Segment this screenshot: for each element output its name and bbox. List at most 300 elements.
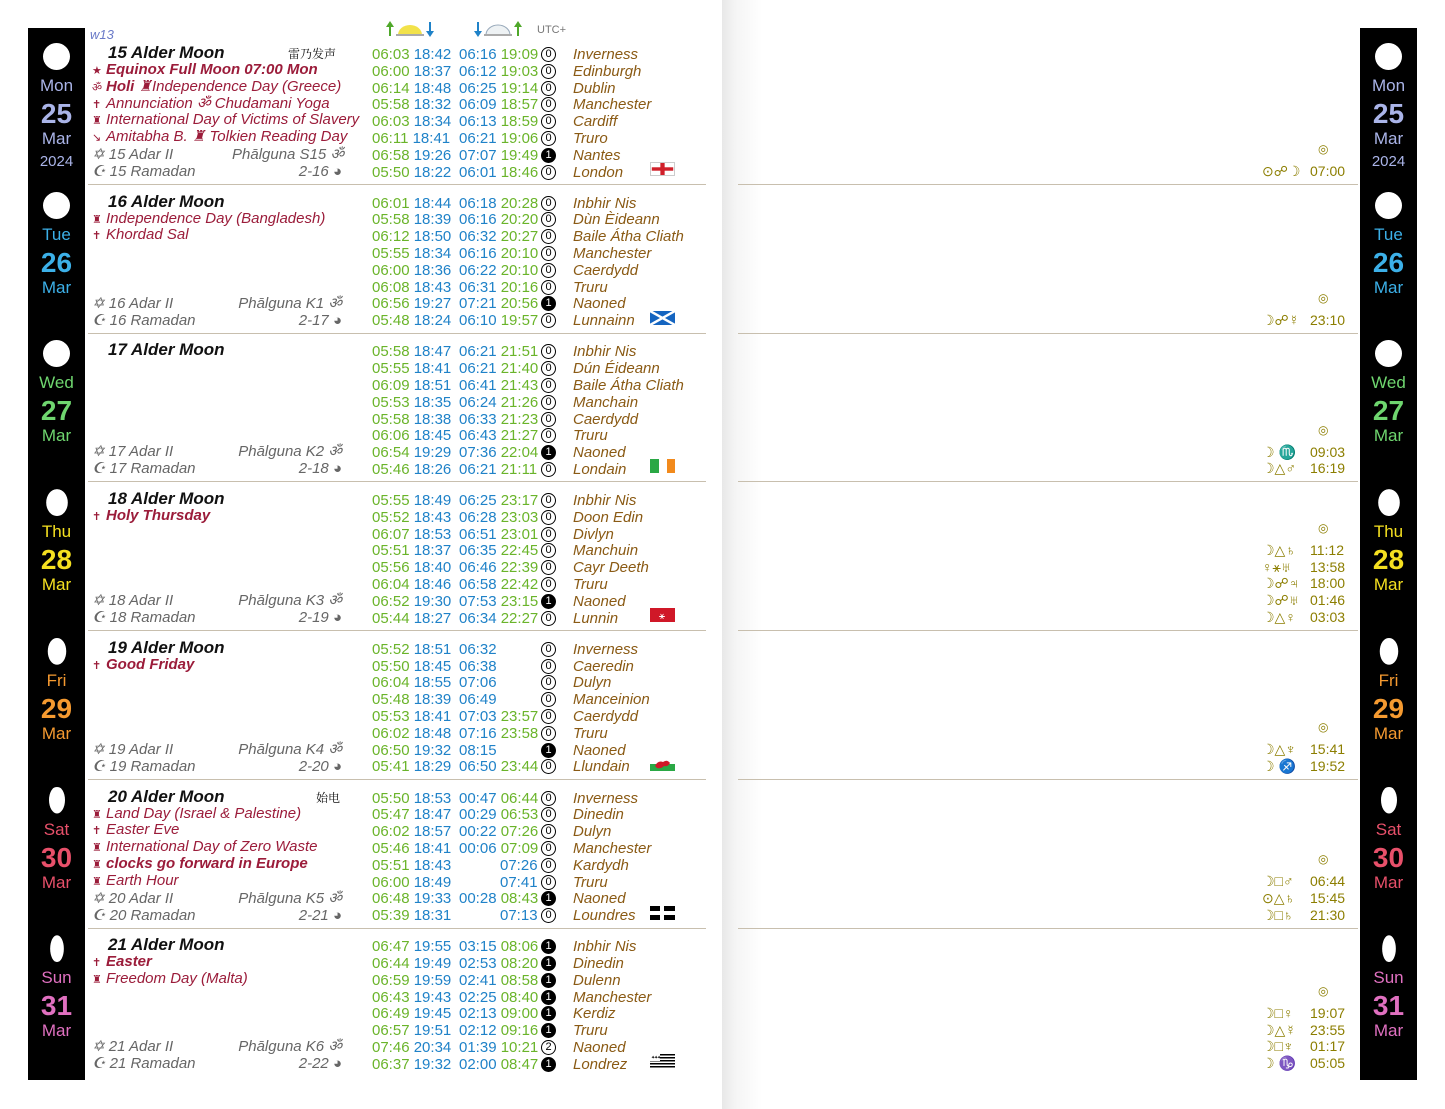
event-text: Easter: [106, 953, 152, 971]
sun-times: [372, 1039, 451, 1056]
event-text: Holi: [106, 77, 139, 95]
moonrise-moonset-header-icon: [472, 21, 524, 37]
sun-times: [372, 130, 450, 147]
city-name: Naoned: [573, 1038, 626, 1056]
utc-offset-badge: 0: [541, 659, 556, 674]
city-name: Caerdydd: [573, 707, 639, 725]
sunrise-time: 05:53: [372, 707, 414, 725]
event-text: clocks go forward in Europe: [106, 854, 308, 872]
utc-offset-badge: 0: [541, 378, 556, 393]
day-separator: [738, 630, 1358, 631]
sun-times: [372, 195, 451, 212]
aspect-symbols: ☽△♂: [1262, 460, 1296, 477]
sun-times: [372, 890, 451, 907]
city-name: Truro: [573, 130, 608, 147]
aspect-time: 06:44: [1310, 872, 1346, 889]
city-name: Caerdydd: [573, 410, 639, 428]
event-item: [92, 95, 330, 112]
sunrise-time: 05:46: [372, 839, 414, 857]
utc-offset-badge: 0: [541, 675, 556, 690]
aspect-symbols: ☽☍♃: [1262, 575, 1300, 592]
moon-times: [459, 955, 538, 972]
sunrise-time: 05:47: [372, 806, 414, 824]
event-item: [92, 61, 318, 78]
hindu-date: Phālguna S15 ॐ: [232, 146, 345, 163]
city-name: Inverness: [573, 46, 639, 63]
sunrise-time: 05:51: [372, 856, 414, 874]
moonrise-time: 06:09: [459, 96, 501, 114]
day-title: 15 Alder Moon: [108, 43, 225, 62]
sun-times: [372, 394, 451, 411]
sunrise-time: 06:09: [372, 376, 414, 394]
moon-time: 07:06: [459, 674, 497, 692]
utc-offset-badge: 0: [541, 131, 556, 146]
moon-times: [459, 164, 538, 181]
city-name: Edinburgh: [573, 62, 642, 80]
moon-times: [459, 343, 538, 360]
moon-times: [459, 823, 538, 840]
moon-times: [459, 989, 538, 1006]
moon-times: [459, 806, 538, 823]
event-icon: ✝: [92, 825, 102, 838]
utc-offset-badge: 1: [541, 594, 556, 609]
sunrise-time: 05:48: [372, 312, 414, 330]
aspect-symbols: ☽ ♏: [1262, 443, 1296, 460]
sun-times: [372, 377, 451, 394]
day-separator: [88, 779, 706, 780]
moonrise-time: 02:12: [459, 1022, 501, 1040]
moon-times: [459, 80, 538, 97]
moonset-time: 22:27: [500, 609, 539, 627]
sunset-time: 20:34: [413, 1038, 452, 1056]
city-name: Inbhir Nis: [573, 343, 637, 361]
brittany-flag-icon: [650, 1054, 675, 1068]
sunrise-time: 05:55: [372, 492, 414, 510]
moon-times: [459, 641, 497, 658]
aspect-symbols: ☽□♀: [1262, 1004, 1294, 1021]
event-icon: ♜: [92, 213, 102, 226]
day-separator: [738, 928, 1358, 929]
moonset-time: 21:11: [500, 460, 538, 478]
city-name: Manchain: [573, 393, 639, 411]
utc-offset-badge: 0: [541, 908, 556, 923]
city-name: Truru: [573, 427, 608, 445]
sunset-time: 18:49: [413, 873, 452, 891]
moon-times: [459, 377, 538, 394]
moon-phase-icon: [1378, 638, 1400, 665]
event-item: [92, 210, 325, 227]
solar-term: 始电: [316, 790, 341, 805]
event-icon: ✝: [92, 230, 102, 243]
moon-phase-icon: [1377, 489, 1401, 516]
sunset-time: 18:42: [413, 46, 452, 63]
moonset-time: 23:58: [500, 724, 539, 742]
moonrise-time: 06:13: [459, 113, 501, 131]
moonset-time: 18:59: [500, 113, 539, 131]
sunset-time: 19:32: [413, 741, 452, 759]
utc-offset-badge: 0: [541, 428, 556, 443]
sun-times: [372, 955, 451, 972]
moon-times: [459, 972, 538, 989]
month-name: Mar: [1373, 1021, 1404, 1041]
svg-text:✦: ✦: [654, 1055, 659, 1062]
city-name: Naoned: [573, 741, 626, 759]
day-tab-wed[interactable]: [1360, 325, 1417, 473]
moon-times: [459, 907, 538, 924]
moonset-time: 23:01: [500, 525, 539, 543]
utc-offset-badge: 0: [541, 462, 556, 477]
moonrise-time: 06:21: [459, 130, 501, 147]
moonrise-time: 06:16: [459, 46, 501, 63]
moonrise-time: 07:16: [459, 724, 501, 742]
moonset-time: 19:06: [500, 130, 539, 147]
moon-times: [459, 228, 538, 245]
islamic-month-day: 2-22 ◕: [298, 1055, 342, 1073]
year: 2024: [1371, 153, 1406, 170]
sunrise-time: 06:00: [372, 62, 414, 80]
sunset-time: 18:39: [413, 211, 452, 229]
moon-phase-icon: [1375, 340, 1402, 367]
utc-offset-badge: 0: [541, 791, 556, 806]
sunrise-time: 05:55: [372, 360, 414, 378]
moonset-time: 19:57: [500, 312, 539, 330]
moonrise-time: 06:28: [459, 508, 501, 526]
day-title: 20 Alder Moon: [108, 786, 225, 806]
event-text: Equinox Full Moon 07:00 Mon: [106, 61, 318, 78]
svg-text:⚹: ⚹: [659, 611, 665, 623]
moonset-time: 19:09: [500, 46, 539, 63]
sunset-time: 18:48: [413, 724, 452, 742]
day-separator: [738, 184, 1358, 185]
moonrise-time: 02:13: [459, 1005, 501, 1023]
city-name: Truru: [573, 724, 608, 742]
aspect-symbols: ☽☍☿: [1262, 311, 1300, 328]
city-name: Divlyn: [573, 525, 614, 543]
day-name: Sun: [41, 968, 72, 988]
moonset-time: 21:43: [500, 376, 539, 394]
event-text: International Day of Zero Waste: [106, 838, 318, 856]
event-item: [92, 821, 179, 838]
sunset-time: 18:53: [413, 789, 452, 807]
moonset-time: 08:20: [500, 954, 539, 972]
day-block-fri: [0, 633, 1346, 781]
utc-offset-badge: 0: [541, 577, 556, 592]
day-name: Thu: [41, 522, 72, 542]
sunrise-time: 06:00: [372, 873, 414, 891]
month-name: Mar: [1373, 575, 1404, 595]
moonrise-time: 00:22: [459, 823, 501, 841]
year: 2024: [39, 153, 74, 170]
aspect-time: 05:05: [1310, 1055, 1346, 1072]
sunset-time: 18:35: [413, 393, 452, 411]
moonset-time: 07:26: [500, 823, 539, 841]
isleofman-flag-icon: [650, 608, 675, 622]
moonset-time: 22:04: [500, 444, 539, 462]
moon-times: [459, 1022, 538, 1039]
solar-term: 雷乃发声: [288, 47, 337, 61]
month-name: Mar: [41, 426, 72, 446]
moonrise-time: 07:36: [459, 444, 501, 462]
sun-times: [372, 228, 451, 245]
sunrise-sunset-header-icon: [384, 21, 436, 37]
day-name: Tue: [1374, 224, 1403, 244]
city-name: Manchuin: [573, 542, 639, 560]
sunrise-time: 06:59: [372, 971, 414, 989]
moon-times: [459, 147, 538, 164]
aspect-symbols: ☽△♀: [1262, 609, 1296, 626]
aspect-symbols: ♀⚹♅: [1262, 558, 1292, 575]
utc-offset-badge: 0: [541, 97, 556, 112]
city-name: Inverness: [573, 640, 639, 658]
utc-header: UTC+: [537, 24, 567, 36]
day-title: 19 Alder Moon: [108, 637, 225, 657]
moonset-time: 09:16: [500, 1022, 539, 1040]
moon-times: [459, 211, 538, 228]
utc-offset-badge: 0: [541, 824, 556, 839]
aspect-time: 21:30: [1310, 906, 1346, 923]
moon-times: [459, 96, 538, 113]
aspect-marker-icon: ◎: [1318, 422, 1329, 437]
day-tab-mon[interactable]: [1360, 28, 1417, 176]
sunset-time: 18:31: [413, 907, 452, 925]
sunrise-time: 05:58: [372, 96, 414, 114]
event-icon: ♜: [92, 808, 102, 821]
sunset-time: 18:22: [413, 163, 452, 181]
sunrise-time: 07:46: [372, 1038, 414, 1056]
sunrise-time: 05:46: [372, 460, 414, 478]
moon-times: [459, 674, 497, 691]
moonrise-time: 07:07: [459, 146, 501, 164]
aspect-time: 18:00: [1310, 575, 1346, 592]
sunset-time: 18:36: [413, 261, 452, 279]
sunset-time: 19:43: [413, 988, 452, 1006]
islamic-month-day: 2-19 ◕: [298, 609, 342, 627]
moon-times: [459, 360, 538, 377]
month-name: Mar: [1373, 872, 1404, 892]
moonrise-time: 00:06: [459, 839, 501, 857]
sunset-time: 19:32: [413, 1055, 452, 1073]
aspect-time: 11:12: [1310, 541, 1344, 558]
moonrise-time: 06:43: [459, 427, 501, 445]
hindu-date: Phālguna K5 ॐ: [238, 889, 342, 907]
moon-times: [459, 725, 538, 742]
moonset-time: 23:03: [500, 508, 539, 526]
day-title: 17 Alder Moon: [108, 340, 225, 360]
utc-offset-badge: 0: [541, 165, 556, 180]
sunrise-time: 06:01: [372, 194, 414, 212]
sunrise-time: 06:43: [372, 988, 414, 1006]
aspect-marker-icon: ◎: [1318, 520, 1329, 535]
moonrise-time: 07:53: [459, 592, 501, 610]
sunrise-time: 05:56: [372, 559, 414, 577]
sunset-time: 18:34: [413, 245, 452, 263]
hindu-date: Phālguna K2 ॐ: [238, 443, 342, 461]
city-name: Manchester: [573, 988, 652, 1006]
sun-times: [372, 610, 451, 627]
sun-times: [372, 823, 451, 840]
sun-times: [372, 691, 451, 708]
moon-times: [459, 790, 538, 807]
day-tab-tue[interactable]: [1360, 177, 1417, 325]
city-name: Dùn Èideann: [573, 211, 660, 229]
aspect-marker-icon: ◎: [1318, 719, 1329, 734]
city-name: Dublin: [573, 79, 616, 97]
event-icon: ✝: [92, 511, 102, 524]
sunrise-time: 05:50: [372, 789, 414, 807]
moonrise-time: 06:21: [459, 360, 501, 378]
sunset-time: 19:29: [413, 444, 452, 462]
sunset-time: 18:41: [413, 360, 452, 378]
city-name: Dinedin: [573, 954, 624, 972]
sunset-time: 18:27: [413, 609, 452, 627]
moon-times: [459, 46, 538, 63]
moon-times: [459, 1056, 538, 1073]
moonset-time: 23:57: [500, 707, 539, 725]
england-flag-icon: [650, 162, 675, 176]
moonrise-time: 02:41: [459, 971, 501, 989]
sunset-time: 19:49: [413, 954, 452, 972]
city-name: Inbhir Nis: [573, 492, 637, 510]
moon-times: [459, 394, 538, 411]
sunrise-time: 06:47: [372, 938, 414, 956]
day-tab-sun[interactable]: [1360, 920, 1417, 1068]
sunset-time: 18:43: [413, 278, 452, 296]
city-name: Dulyn: [573, 674, 612, 692]
sunrise-time: 06:48: [372, 890, 414, 908]
event-item: [92, 507, 210, 524]
moonrise-time: 06:31: [459, 278, 501, 296]
moonset-time: 20:56: [500, 295, 539, 313]
sunrise-time: 05:41: [372, 758, 414, 776]
moonset-time: 20:10: [500, 261, 539, 279]
sunset-time: 18:50: [413, 228, 452, 246]
moon-phase-icon: [1375, 192, 1402, 219]
hindu-date: Phālguna K1 ॐ: [238, 294, 342, 312]
moon-times: [459, 593, 538, 610]
islamic-date: ☪ 15 Ramadan: [92, 163, 196, 180]
event-item: [92, 656, 194, 673]
wales-flag-icon: [650, 757, 675, 771]
moonset-time: 23:15: [500, 592, 539, 610]
city-name: Dulyn: [573, 823, 612, 841]
utc-offset-badge: 0: [541, 361, 556, 376]
sunrise-time: 05:48: [372, 691, 414, 709]
moonset-time: 20:28: [500, 194, 539, 212]
islamic-month-day: 2-20 ◕: [298, 757, 342, 775]
moonset-time: 19:49: [500, 146, 539, 164]
sunset-time: 19:51: [413, 1022, 452, 1040]
aspect-symbols: ☽□♂: [1262, 872, 1294, 889]
moonrise-time: 00:29: [459, 806, 501, 824]
event-item: [92, 128, 347, 145]
event-item: [92, 872, 179, 889]
sun-times: [372, 542, 451, 559]
city-name: Doon Edin: [573, 508, 644, 526]
cornwall-flag-icon: [650, 906, 675, 920]
aspect-symbols: ⊙△♄: [1262, 889, 1295, 906]
utc-offset-badge: 0: [541, 246, 556, 261]
sun-times: [372, 725, 451, 742]
city-name: Truru: [573, 576, 608, 594]
moon-times: [459, 63, 538, 80]
sunset-time: 18:57: [413, 823, 452, 841]
sunrise-time: 06:00: [372, 261, 414, 279]
moonset-time: 20:27: [500, 228, 539, 246]
utc-offset-badge: 1: [541, 956, 556, 971]
moon-times: [459, 742, 497, 759]
aspect-time: 19:52: [1310, 757, 1346, 774]
utc-offset-badge: 1: [541, 973, 556, 988]
svg-text:✦: ✦: [657, 1055, 662, 1062]
day-tab-fri[interactable]: [1360, 623, 1417, 771]
utc-offset-badge: 0: [541, 759, 556, 774]
sunrise-time: 06:03: [372, 46, 414, 63]
moonrise-time: 06:32: [459, 228, 501, 246]
event-item: [92, 226, 189, 243]
sunrise-time: 06:04: [372, 674, 414, 692]
sun-times: [372, 360, 451, 377]
month-name: Mar: [1373, 277, 1404, 297]
sunrise-time: 06:04: [372, 576, 414, 594]
aspect-time: 01:17: [1310, 1038, 1346, 1055]
moon-times: [459, 610, 538, 627]
day-tab-thu[interactable]: [1360, 474, 1417, 622]
moon-phase-icon: [1375, 43, 1402, 70]
aspect-time: 07:00: [1310, 163, 1346, 179]
city-name: Inverness: [573, 789, 639, 807]
sunrise-time: 06:58: [372, 146, 414, 164]
moonrise-time: 06:41: [459, 376, 501, 394]
utc-offset-badge: 0: [541, 543, 556, 558]
moonrise-time: 07:21: [459, 295, 501, 313]
utc-offset-badge: 1: [541, 1006, 556, 1021]
aspect-time: 15:45: [1310, 889, 1346, 906]
sunrise-time: 05:55: [372, 245, 414, 263]
sunrise-time: 06:06: [372, 427, 414, 445]
moonset-time: 08:40: [500, 988, 539, 1006]
day-separator: [88, 38, 706, 39]
day-title: 21 Alder Moon: [108, 935, 225, 955]
day-tab-sat[interactable]: [1360, 772, 1417, 920]
utc-offset-badge: 0: [541, 64, 556, 79]
city-name: Cardiff: [573, 113, 618, 131]
utc-offset-badge: 0: [541, 47, 556, 62]
utc-offset-badge: 0: [541, 263, 556, 278]
sunset-time: 18:43: [413, 856, 452, 874]
sunset-time: 18:53: [413, 525, 452, 543]
moonset-time: 21:27: [500, 427, 539, 445]
sunset-time: 19:27: [413, 295, 452, 313]
sun-times: [372, 46, 451, 63]
sunrise-time: 06:54: [372, 444, 414, 462]
moonrise-time: 06:22: [459, 261, 501, 279]
moonset-time: 10:21: [500, 1038, 539, 1056]
event-icon: ✝: [92, 98, 102, 111]
utc-offset-badge: 1: [541, 743, 556, 758]
aspect-symbols: ☽ ♑: [1262, 1055, 1296, 1072]
ireland-flag-icon: [650, 459, 675, 473]
moon-phase-icon: [1379, 787, 1399, 814]
sunrise-time: 06:07: [372, 525, 414, 543]
day-title: 16 Alder Moon: [108, 191, 225, 211]
month-name: Mar: [41, 872, 72, 892]
day-title: 18 Alder Moon: [108, 489, 225, 509]
event-icon: ✝: [92, 659, 102, 672]
moonrise-time: 06:24: [459, 393, 501, 411]
moonrise-time: 02:53: [459, 954, 501, 972]
moon-times: [459, 559, 538, 576]
moonset-time: 18:57: [500, 96, 539, 114]
